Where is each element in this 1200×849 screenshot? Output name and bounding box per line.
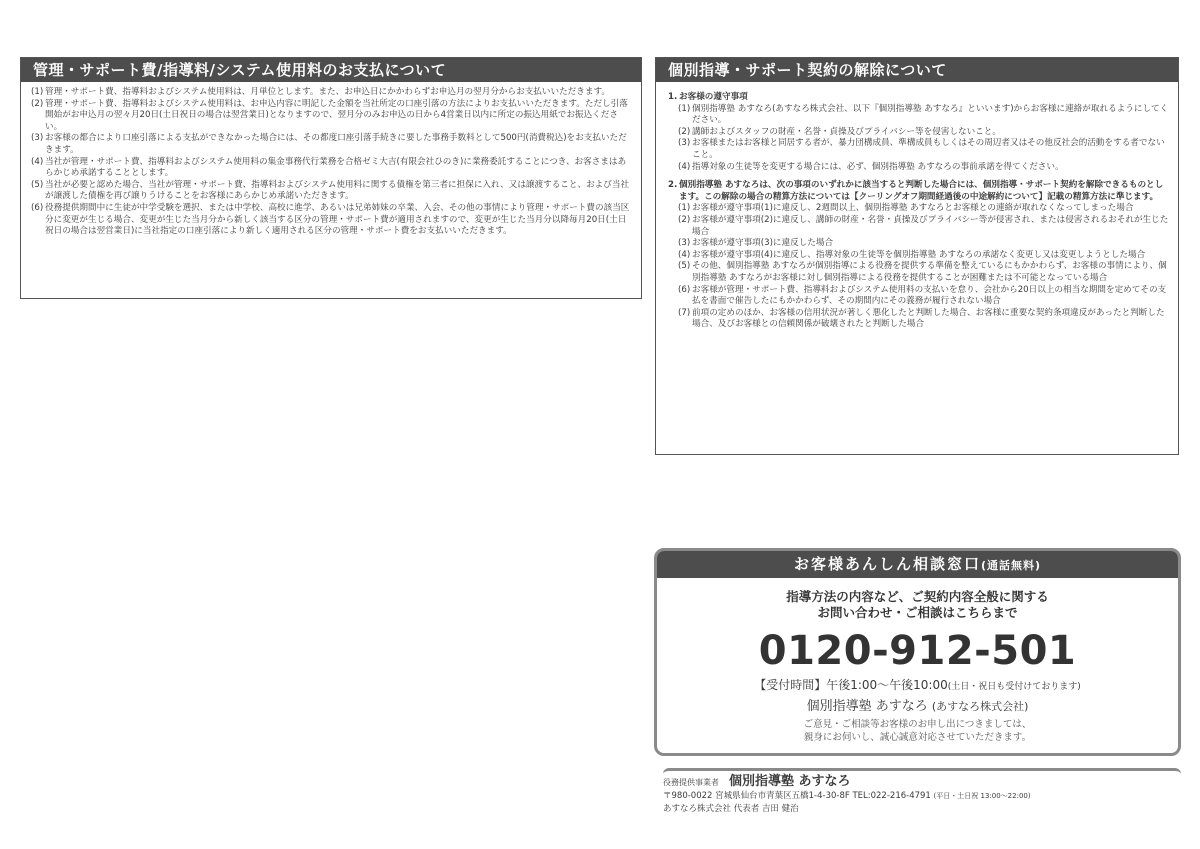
item-text: お客様の都合により口座引落による支払ができなかった場合には、その都度口座引落手続きに要した事務手数料として500円(消費税込)をお支払いただきます。 xyxy=(45,133,627,155)
item-number: (1) xyxy=(678,103,691,114)
item-number: (6) xyxy=(678,284,691,295)
provider-address-text: 〒980-0022 宮城県仙台市青葉区五橋1-4-30-8F TEL:022-216-4791 xyxy=(663,791,931,801)
item-number: (4) xyxy=(678,249,691,260)
company-name-note: (あすなろ株式会社) xyxy=(931,700,1029,713)
consultation-lead xyxy=(657,589,1178,621)
item-text: お客様が遵守事項(4)に違反し、指導対象の生徒等を個別指導塾 あすなろの承諾なく変更し又は変更しようとした場合 xyxy=(692,249,1146,260)
subsection-number: 2. xyxy=(668,180,678,191)
item-text: 指導対象の生徒等を変更する場合には、必ず、個別指導塾 あすなろの事前承諾を得てください。 xyxy=(692,161,1064,172)
provider-header xyxy=(663,775,1181,790)
item-text: お客様が遵守事項(1)に違反し、2週間以上、個別指導塾 あすなろとお客様との連絡が取れなくなってしまった場合 xyxy=(692,203,1134,214)
consultation-note-line: 親身にお伺いし、誠心誠意対応させていただきます。 xyxy=(803,732,1032,743)
provider-hours-note: (平日・土日祝 13:00〜22:00) xyxy=(933,792,1031,800)
provider-representative: あすなろ株式会社 代表者 吉田 健治 xyxy=(663,804,799,814)
list-item xyxy=(678,215,1170,238)
list-item xyxy=(31,180,633,203)
item-number: (3) xyxy=(31,133,44,144)
subsection-heading xyxy=(668,180,1170,203)
termination-subsection-2 xyxy=(656,173,1178,331)
list-item xyxy=(678,203,1170,215)
list-item xyxy=(678,162,1170,174)
item-text: お客様が遵守事項(3)に違反した場合 xyxy=(692,238,834,249)
list-item xyxy=(678,127,1170,139)
consultation-title-text: お客様あんしん相談窓口 xyxy=(793,555,981,573)
termination-section-title: 個別指導・サポート契約の解除について xyxy=(656,58,1178,82)
list-item xyxy=(678,238,1170,250)
item-number: (7) xyxy=(678,307,691,318)
list-item xyxy=(678,138,1170,161)
reception-hours-value: 午後1:00〜午後10:00 xyxy=(826,678,948,692)
phone-number[interactable]: 0120-912-501 xyxy=(758,628,1077,674)
payment-section-title: 管理・サポート費/指導料/システム使用料のお支払について xyxy=(21,58,641,82)
item-number: (1) xyxy=(678,203,691,214)
payment-section xyxy=(20,57,642,299)
item-number: (5) xyxy=(31,179,44,190)
item-number: (2) xyxy=(678,126,691,137)
item-number: (6) xyxy=(31,202,44,213)
item-text: その他、個別指導塾 あすなろが個別指導による役務を提供する準備を整えているにもかかわらず、お客様の事情により、個別指導塾 あすなろがお客様に対し個別指導による役務を提供することが困難または不可能となっている場合 xyxy=(692,261,1167,283)
consultation-lead-line: 指導方法の内容など、ご契約内容全般に関する xyxy=(786,589,1049,604)
consultation-title xyxy=(657,551,1178,578)
payment-items xyxy=(21,82,641,238)
list-item xyxy=(31,157,633,180)
item-text: 講師およびスタッフの財産・名誉・貞操及びプライバシー等を侵害しないこと。 xyxy=(692,126,1001,137)
item-number: (5) xyxy=(678,261,691,272)
consultation-lead-line: お問い合わせ・ご相談はこちらまで xyxy=(817,605,1018,620)
item-number: (3) xyxy=(678,238,691,249)
item-text: 当社が管理・サポート費、指導料およびシステム使用料の集金事務代行業務を合格ゼミ大吉(有限会社ひのき)に業務委託することにつき、お客さまはあらかじめ承諾することとします。 xyxy=(45,156,627,179)
provider-info xyxy=(663,768,1181,822)
item-text: 役務提供期間中に生徒が中学受験を選択、または中学校、高校に進学、あるいは兄弟姉妹の卒業、入会、その他の事情により管理・サポート費の該当区分に変更が生じる場合、変更が生じた当月分から新しく該当する区分の管理・サポート費が適用されますので、変更が生じた当月分以降毎月20日(土日祝日の場合は翌営業日)に当社指定の口座引落により新しく適用される区分の管理・サポート費をお支払いいただきます。 xyxy=(45,202,630,237)
reception-hours xyxy=(657,677,1178,695)
list-item xyxy=(31,133,633,156)
list-item xyxy=(678,285,1170,308)
item-number: (4) xyxy=(31,156,44,167)
item-text: 当社が必要と認めた場合、当社が管理・サポート費、指導料およびシステム使用料に関する債権を第三者に担保に入れ、又は譲渡すること、および当社が譲渡した債権を再び譲りうけることをお客様にあらかじめ承諾いただきます。 xyxy=(45,179,630,202)
reception-hours-label: 【受付時間】 xyxy=(754,678,827,692)
item-number: (2) xyxy=(31,98,44,109)
item-number: (3) xyxy=(678,138,691,149)
termination-subsection-1 xyxy=(656,82,1178,173)
item-text: お客様が管理・サポート費、指導料およびシステム使用料の支払いを怠り、会社から20日以上の相当な期間を定めてその支払を書面で催告したにもかかわらず、その期間内にその義務が履行されない場合 xyxy=(692,284,1167,307)
consultation-note-line: ご意見・ご相談等お客様のお申し出につきましては、 xyxy=(803,719,1032,730)
provider-address xyxy=(663,790,1181,803)
provider-name: 個別指導塾 あすなろ xyxy=(729,774,851,789)
item-text: 管理・サポート費、指導料およびシステム使用料は、お申込内容に明記した金額を当社所定の口座引落の方法によりお支払いいただきます。ただし引落開始がお申込月の翌々月20日(土日祝日の場合は翌営業日)となりますので、翌月分のみお申込の日から4営業日以内に所定の振込用紙でお振込ください。 xyxy=(45,98,628,132)
list-item xyxy=(678,261,1170,284)
list-item xyxy=(31,99,633,134)
item-text: お客様またはお客様と同居する者が、暴力団構成員、準構成員もしくはその周辺者又はその他反社会的活動をする者でないこと。 xyxy=(692,138,1165,160)
company-name-text: 個別指導塾 あすなろ xyxy=(806,699,928,714)
subsection-heading-text: 個別指導塾 あすなろは、次の事項のいずれかに該当すると判断した場合には、個別指導・サポート契約を解除できるものとします。この解除の場合の精算方法については【クーリングオフ期間経過後の中途解約について】記載の精算方法に準じます。 xyxy=(679,180,1164,202)
list-item xyxy=(678,104,1170,127)
consultation-title-note: (通話無料) xyxy=(980,559,1042,572)
provider-label: 役務提供事業者 xyxy=(663,778,719,787)
reception-hours-note: (土日・祝日も受付けております) xyxy=(947,682,1081,692)
subsection-number: 1. xyxy=(668,92,678,102)
company-name xyxy=(657,698,1178,715)
item-text: 管理・サポート費、指導料およびシステム使用料は、月単位とします。また、お申込日にかかわらずお申込月の翌月分からお支払いいただきます。 xyxy=(45,87,610,97)
item-text: 個別指導塾 あすなろ(あすなろ株式会社、以下『個別指導塾 あすなろ』といいます)からお客様に連絡が取れるようにしてください。 xyxy=(692,103,1169,126)
list-item xyxy=(678,250,1170,262)
consultation-note xyxy=(657,718,1178,744)
item-number: (2) xyxy=(678,214,691,225)
item-number: (1) xyxy=(31,87,44,97)
item-text: 前項の定めのほか、お客様の信用状況が著しく悪化したと判断した場合、お客様に重要な契約条項違反があったと判断した場合、及びお客様との信頼関係が破壊されたと判断した場合 xyxy=(692,307,1165,330)
subsection-items xyxy=(668,203,1170,331)
item-number: (4) xyxy=(678,161,691,172)
consultation-panel xyxy=(654,548,1181,756)
list-item xyxy=(31,87,633,99)
item-text: お客様が遵守事項(2)に違反し、講師の財産・名誉・貞操及びプライバシー等が侵害され、または侵害されるおそれが生じた場合 xyxy=(692,214,1169,237)
subsection-heading-text: お客様の遵守事項 xyxy=(679,92,748,102)
subsection-heading xyxy=(668,92,1170,104)
list-item xyxy=(31,203,633,238)
termination-section xyxy=(655,57,1179,455)
subsection-items xyxy=(668,104,1170,174)
list-item xyxy=(678,308,1170,331)
